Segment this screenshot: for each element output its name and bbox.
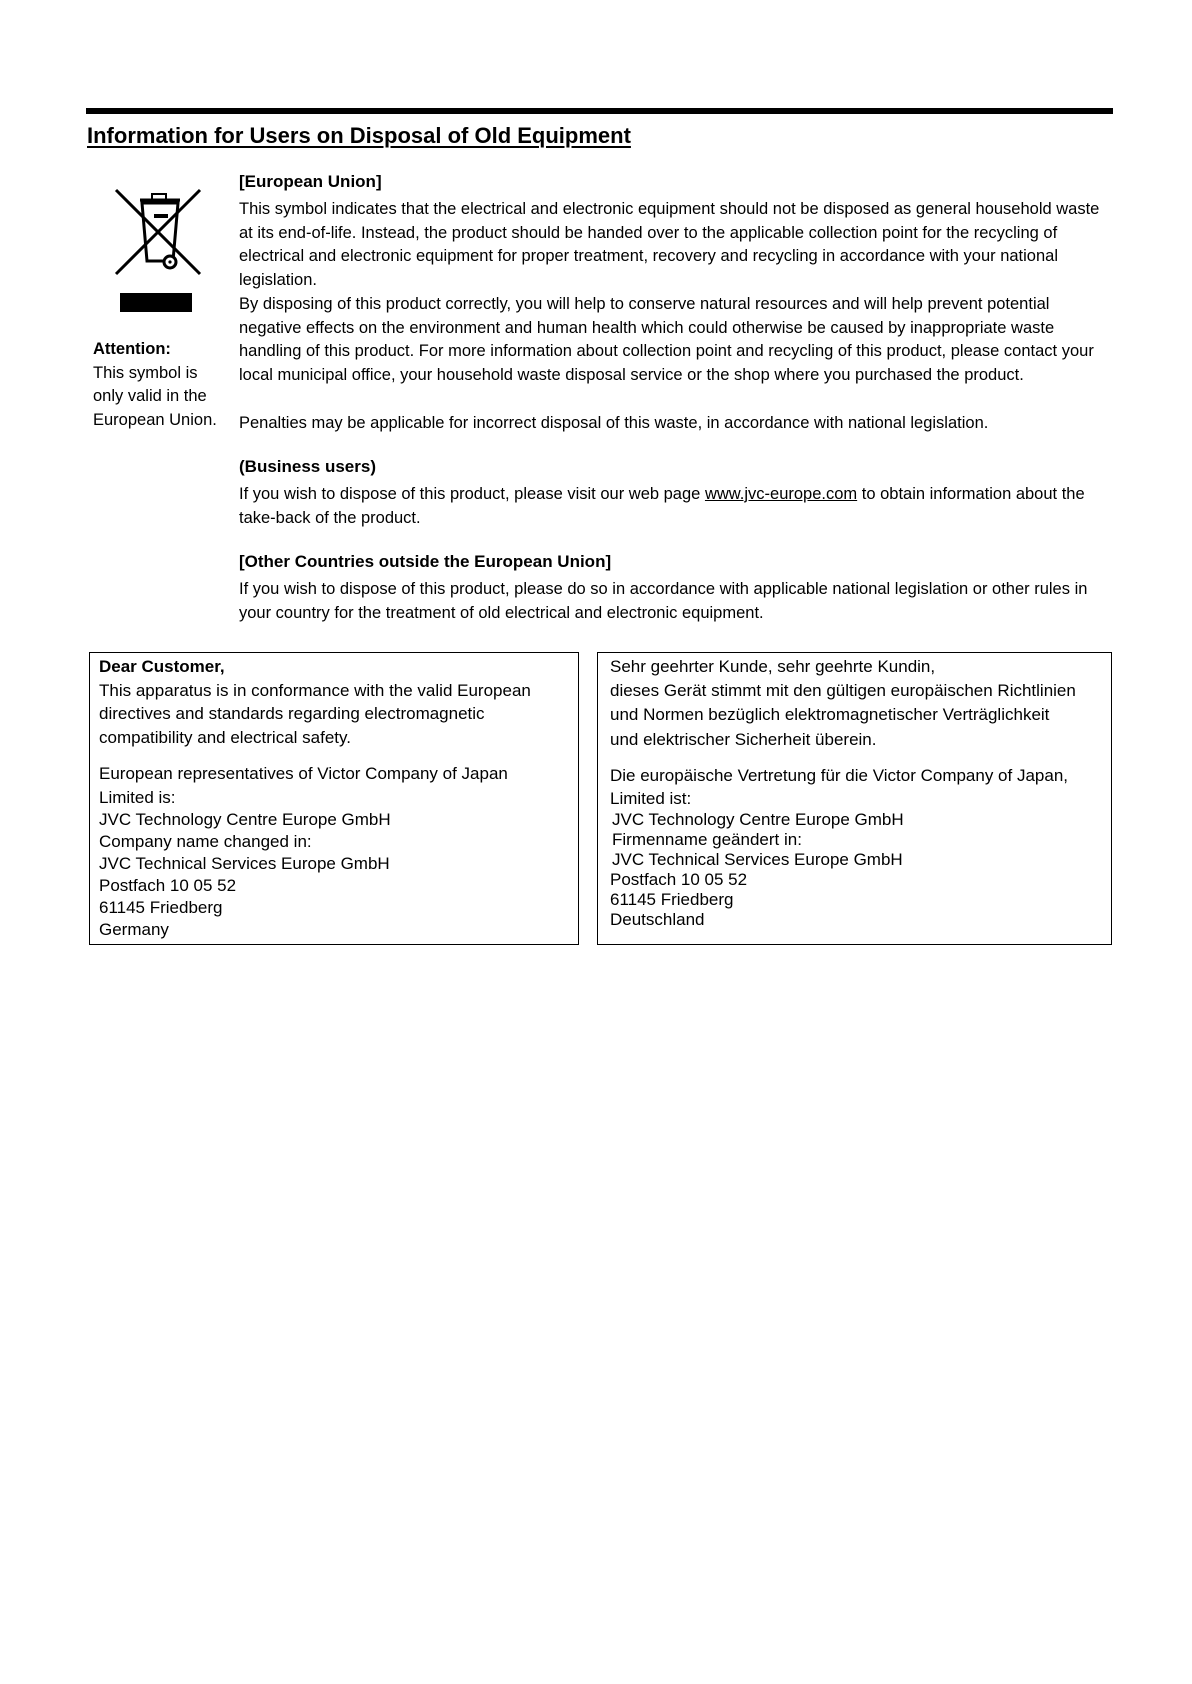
- german-new-company: JVC Technical Services Europe GmbH: [612, 849, 903, 869]
- business-users-paragraph: [239, 483, 1109, 530]
- german-conformance-line-3: und elektrischer Sicherheit überein.: [610, 729, 877, 749]
- english-company: JVC Technology Centre Europe GmbH: [99, 810, 391, 829]
- german-greeting: Sehr geehrter Kunde, sehr geehrte Kundin,: [610, 657, 936, 676]
- page-title: Information for Users on Disposal of Old Equipment: [87, 123, 631, 148]
- top-rule: [86, 108, 1113, 114]
- english-representative-line-2: Limited is:: [99, 787, 176, 807]
- attention-label: Attention:: [93, 340, 171, 358]
- attention-note: [93, 338, 223, 432]
- english-representative-line-1: European representatives of Victor Company of Japan: [99, 764, 508, 783]
- english-new-company: JVC Technical Services Europe GmbH: [99, 854, 390, 873]
- business-text-after-link: to obtain information about the take-back of the product.: [239, 485, 1085, 527]
- english-country: Germany: [99, 920, 169, 939]
- eu-paragraph-2: By disposing of this product correctly, you will help to conserve natural resources and will help prevent potential negative effects on the environment and human health which could otherwise be caused by inappropriate waste handling of this product. For more information about collection point and recycling of this product, please contact your local municipal office, your household waste disposal service or the shop where you purchased the product.: [239, 295, 1094, 385]
- german-changed-label: Firmenname geändert in:: [612, 829, 802, 849]
- heading-other-countries: [Other Countries outside the European Union]: [239, 552, 612, 571]
- german-representative-line-1: Die europäische Vertretung für die Victor Company of Japan,: [610, 766, 1069, 785]
- german-postbox: Postfach 10 05 52: [610, 869, 748, 889]
- eu-paragraph-3: Penalties may be applicable for incorrect disposal of this waste, in accordance with national legislation.: [239, 414, 989, 432]
- heading-european-union: [European Union]: [239, 172, 382, 191]
- english-greeting: Dear Customer,: [99, 657, 225, 676]
- german-company: JVC Technology Centre Europe GmbH: [612, 809, 904, 829]
- english-city: 61145 Friedberg: [99, 898, 223, 917]
- german-representative-line-2: Limited ist:: [610, 788, 692, 808]
- heading-business-users: (Business users): [239, 457, 376, 476]
- german-country: Deutschland: [610, 909, 705, 929]
- attention-text: This symbol is only valid in the European Union.: [93, 363, 217, 429]
- english-conformance: This apparatus is in conformance with the valid European directives and standards regarding electromagnetic compatibility and electrical safety.: [99, 680, 531, 747]
- other-countries-paragraph: If you wish to dispose of this product, please do so in accordance with applicable national legislation or other rules in your country for the treatment of old electrical and electronic equipment.: [239, 580, 1088, 622]
- business-text-before-link: If you wish to dispose of this product, please visit our web page: [239, 485, 705, 503]
- english-postbox: Postfach 10 05 52: [99, 876, 237, 895]
- german-conformance-line-1: dieses Gerät stimmt mit den gültigen europäischen Richtlinien: [610, 680, 1076, 700]
- german-conformance-line-2: und Normen bezüglich elektromagnetischer Verträglichkeit: [610, 705, 1050, 724]
- german-notice-box: [597, 652, 1112, 945]
- crossed-out-wheeled-bin-icon: [112, 186, 204, 313]
- german-city: 61145 Friedberg: [610, 889, 734, 909]
- jvc-europe-link[interactable]: www.jvc-europe.com: [704, 485, 858, 503]
- eu-paragraph-1: This symbol indicates that the electrical and electronic equipment should not be disposed as general household waste at its end-of-life. Instead, the product should be handed over to the applicable collection point for the recycling of electrical and electronic equipment for proper treatment, recovery and recycling in accordance with your national legislation.: [239, 200, 1100, 290]
- english-notice-box: [89, 652, 579, 945]
- english-changed-label: Company name changed in:: [99, 832, 312, 851]
